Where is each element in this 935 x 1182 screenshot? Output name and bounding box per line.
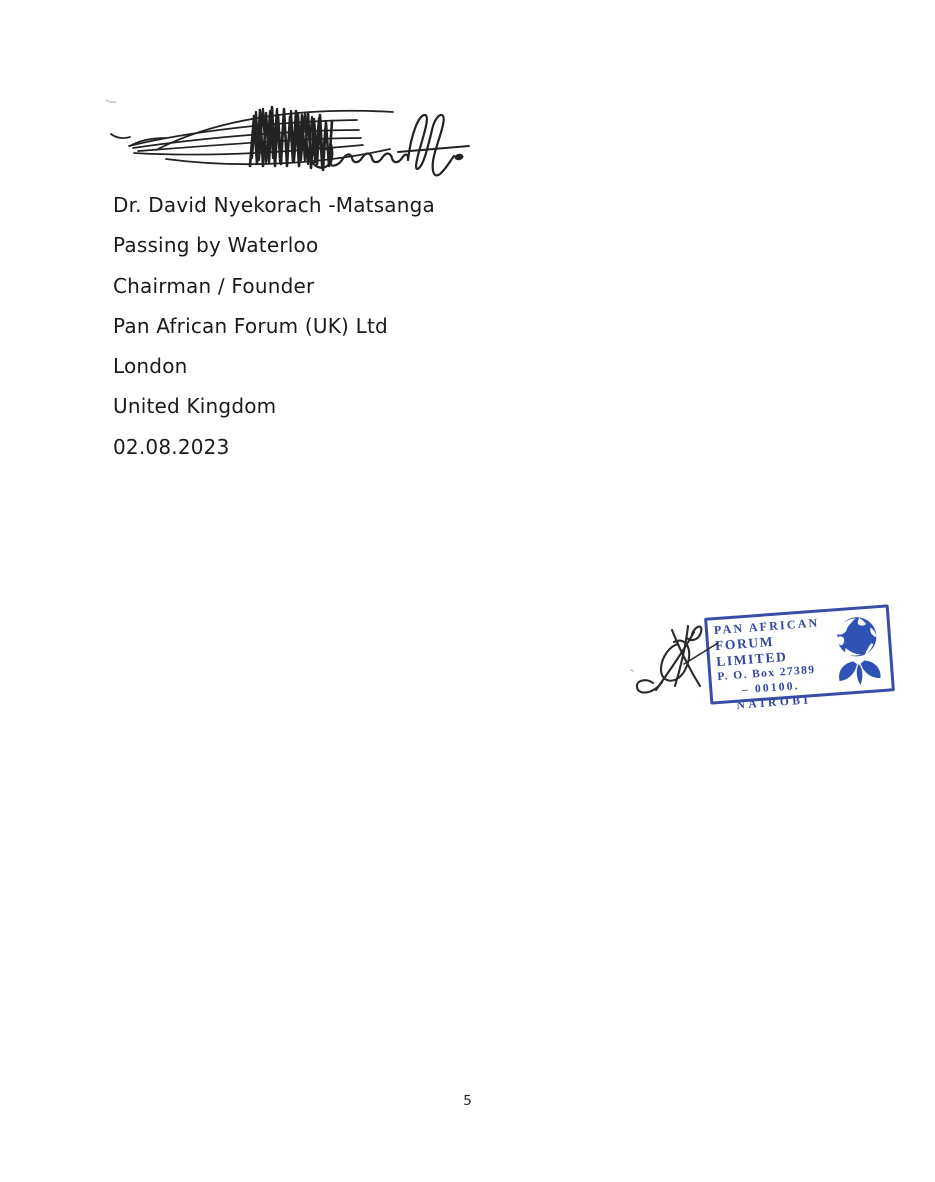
ink-scribble-signature bbox=[628, 612, 728, 712]
page-number: 5 bbox=[463, 1093, 472, 1109]
letter-line-name: Dr. David Nyekorach -Matsanga bbox=[113, 193, 435, 217]
stamp-logo-area bbox=[826, 608, 892, 693]
globe-icon bbox=[828, 611, 887, 689]
stamp-org-line2: FORUM LIMITED bbox=[714, 633, 788, 670]
stamp-org-line1: PAN AFRICAN bbox=[713, 615, 820, 638]
letter-line-passing: Passing by Waterloo bbox=[113, 233, 319, 258]
stamp-po-box: P. O. Box 27389 bbox=[716, 663, 816, 684]
letter-line-city: London bbox=[113, 354, 188, 379]
signature-block bbox=[113, 185, 613, 467]
letter-line-org: Pan African Forum (UK) Ltd bbox=[113, 313, 388, 338]
handwritten-signature-ink bbox=[100, 88, 480, 188]
rubber-stamp bbox=[704, 604, 895, 712]
letter-line-country: United Kingdom bbox=[113, 394, 277, 419]
stamp-postal-code: – 00100. bbox=[741, 680, 801, 697]
letter-line-date: 02.08.2023 bbox=[113, 434, 230, 459]
stamp-city: NAIROBI bbox=[736, 694, 812, 712]
letter-line-role: Chairman / Founder bbox=[113, 273, 315, 298]
